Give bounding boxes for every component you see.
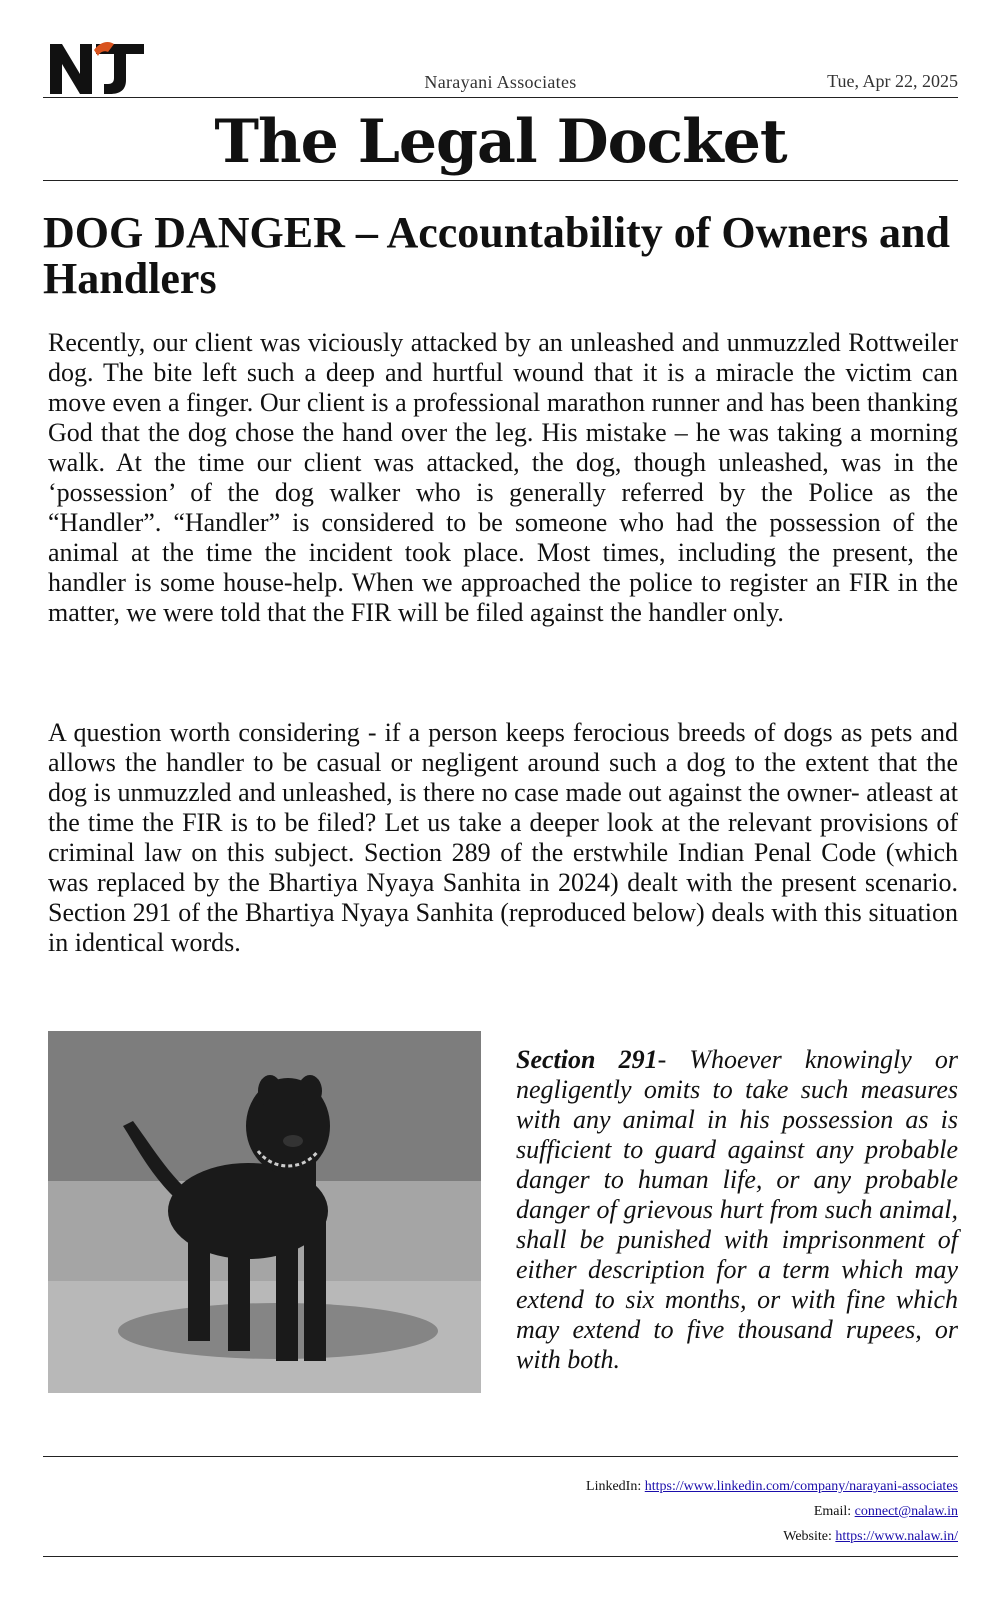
email-link[interactable]: connect@nalaw.in (854, 1504, 958, 1519)
footer-divider-bottom (43, 1556, 958, 1557)
article-headline: DOG DANGER – Accountability of Owners and Handlers (43, 208, 950, 303)
section-text: - Whoever knowingly or negligently omits to take such measures with any animal in his possession as is sufficient to guard against any probable danger to human life, or any probable danger of grievous hurt from such animal, shall be punished with imprisonment of either description for a term which may extend to six months, or with fine which may extend to five thousand rupees, or with both. (516, 1045, 958, 1374)
linkedin-link[interactable]: https://www.linkedin.com/company/narayani-associates (644, 1479, 958, 1494)
footer-contacts (358, 1474, 958, 1549)
website-label: Website: (783, 1529, 832, 1544)
article-paragraph-2: A question worth considering - if a person keeps ferocious breeds of dogs as pets and allows the handler to be casual or negligent around such a dog to the extent that the dog is unmuzzled and unleashed, is there no case made out against the owner- atleast at the time the FIR is to be filed? Let us take a deeper look at the relevant provisions of criminal law on this subject. Section 289 of the erstwhile Indian Penal Code (which was replaced by the Bhartiya Nyaya Sanhita in 2024) dealt with the present scenario. Section 291 of the Bhartiya Nyaya Sanhita (reproduced below) deals with this situation in identical words. (48, 718, 958, 957)
header-divider-bottom (43, 180, 958, 181)
header-divider-top (43, 97, 958, 98)
email-line (358, 1499, 958, 1524)
section-291-quote (516, 1045, 958, 1375)
linkedin-label: LinkedIn: (586, 1479, 642, 1494)
newsletter-title: The Legal Docket (214, 107, 787, 177)
rottweiler-photo (48, 1031, 481, 1393)
masthead (43, 38, 958, 96)
section-heading: Section 291 (516, 1045, 658, 1074)
issue-date: Tue, Apr 22, 2025 (827, 71, 958, 91)
website-link[interactable]: https://www.nalaw.in/ (835, 1529, 958, 1544)
newsletter-page (43, 0, 958, 1600)
footer-divider-top (43, 1456, 958, 1457)
website-line (358, 1524, 958, 1549)
email-label: Email: (813, 1504, 852, 1519)
firm-name: Narayani Associates (424, 72, 577, 92)
article-paragraph-1: Recently, our client was viciously attacked by an unleashed and unmuzzled Rottweiler dog. The bite left such a deep and hurtful wound that it is a miracle the victim can move even a finger. Our client is a professional marathon runner and has been thanking God that the dog chose the hand over the leg. His mistake – he was taking a morning walk. At the time our client was attacked, the dog, though unleashed, was in the ‘possession’ of the dog walker who is generally referred by the Police as the “Handler”. “Handler” is considered to be someone who had the possession of the animal at the time the incident took place. Most times, including the present, the handler is some house-help. When we approached the police to register an FIR in the matter, we were told that the FIR will be filed against the handler only. (48, 328, 958, 627)
linkedin-line (358, 1474, 958, 1499)
